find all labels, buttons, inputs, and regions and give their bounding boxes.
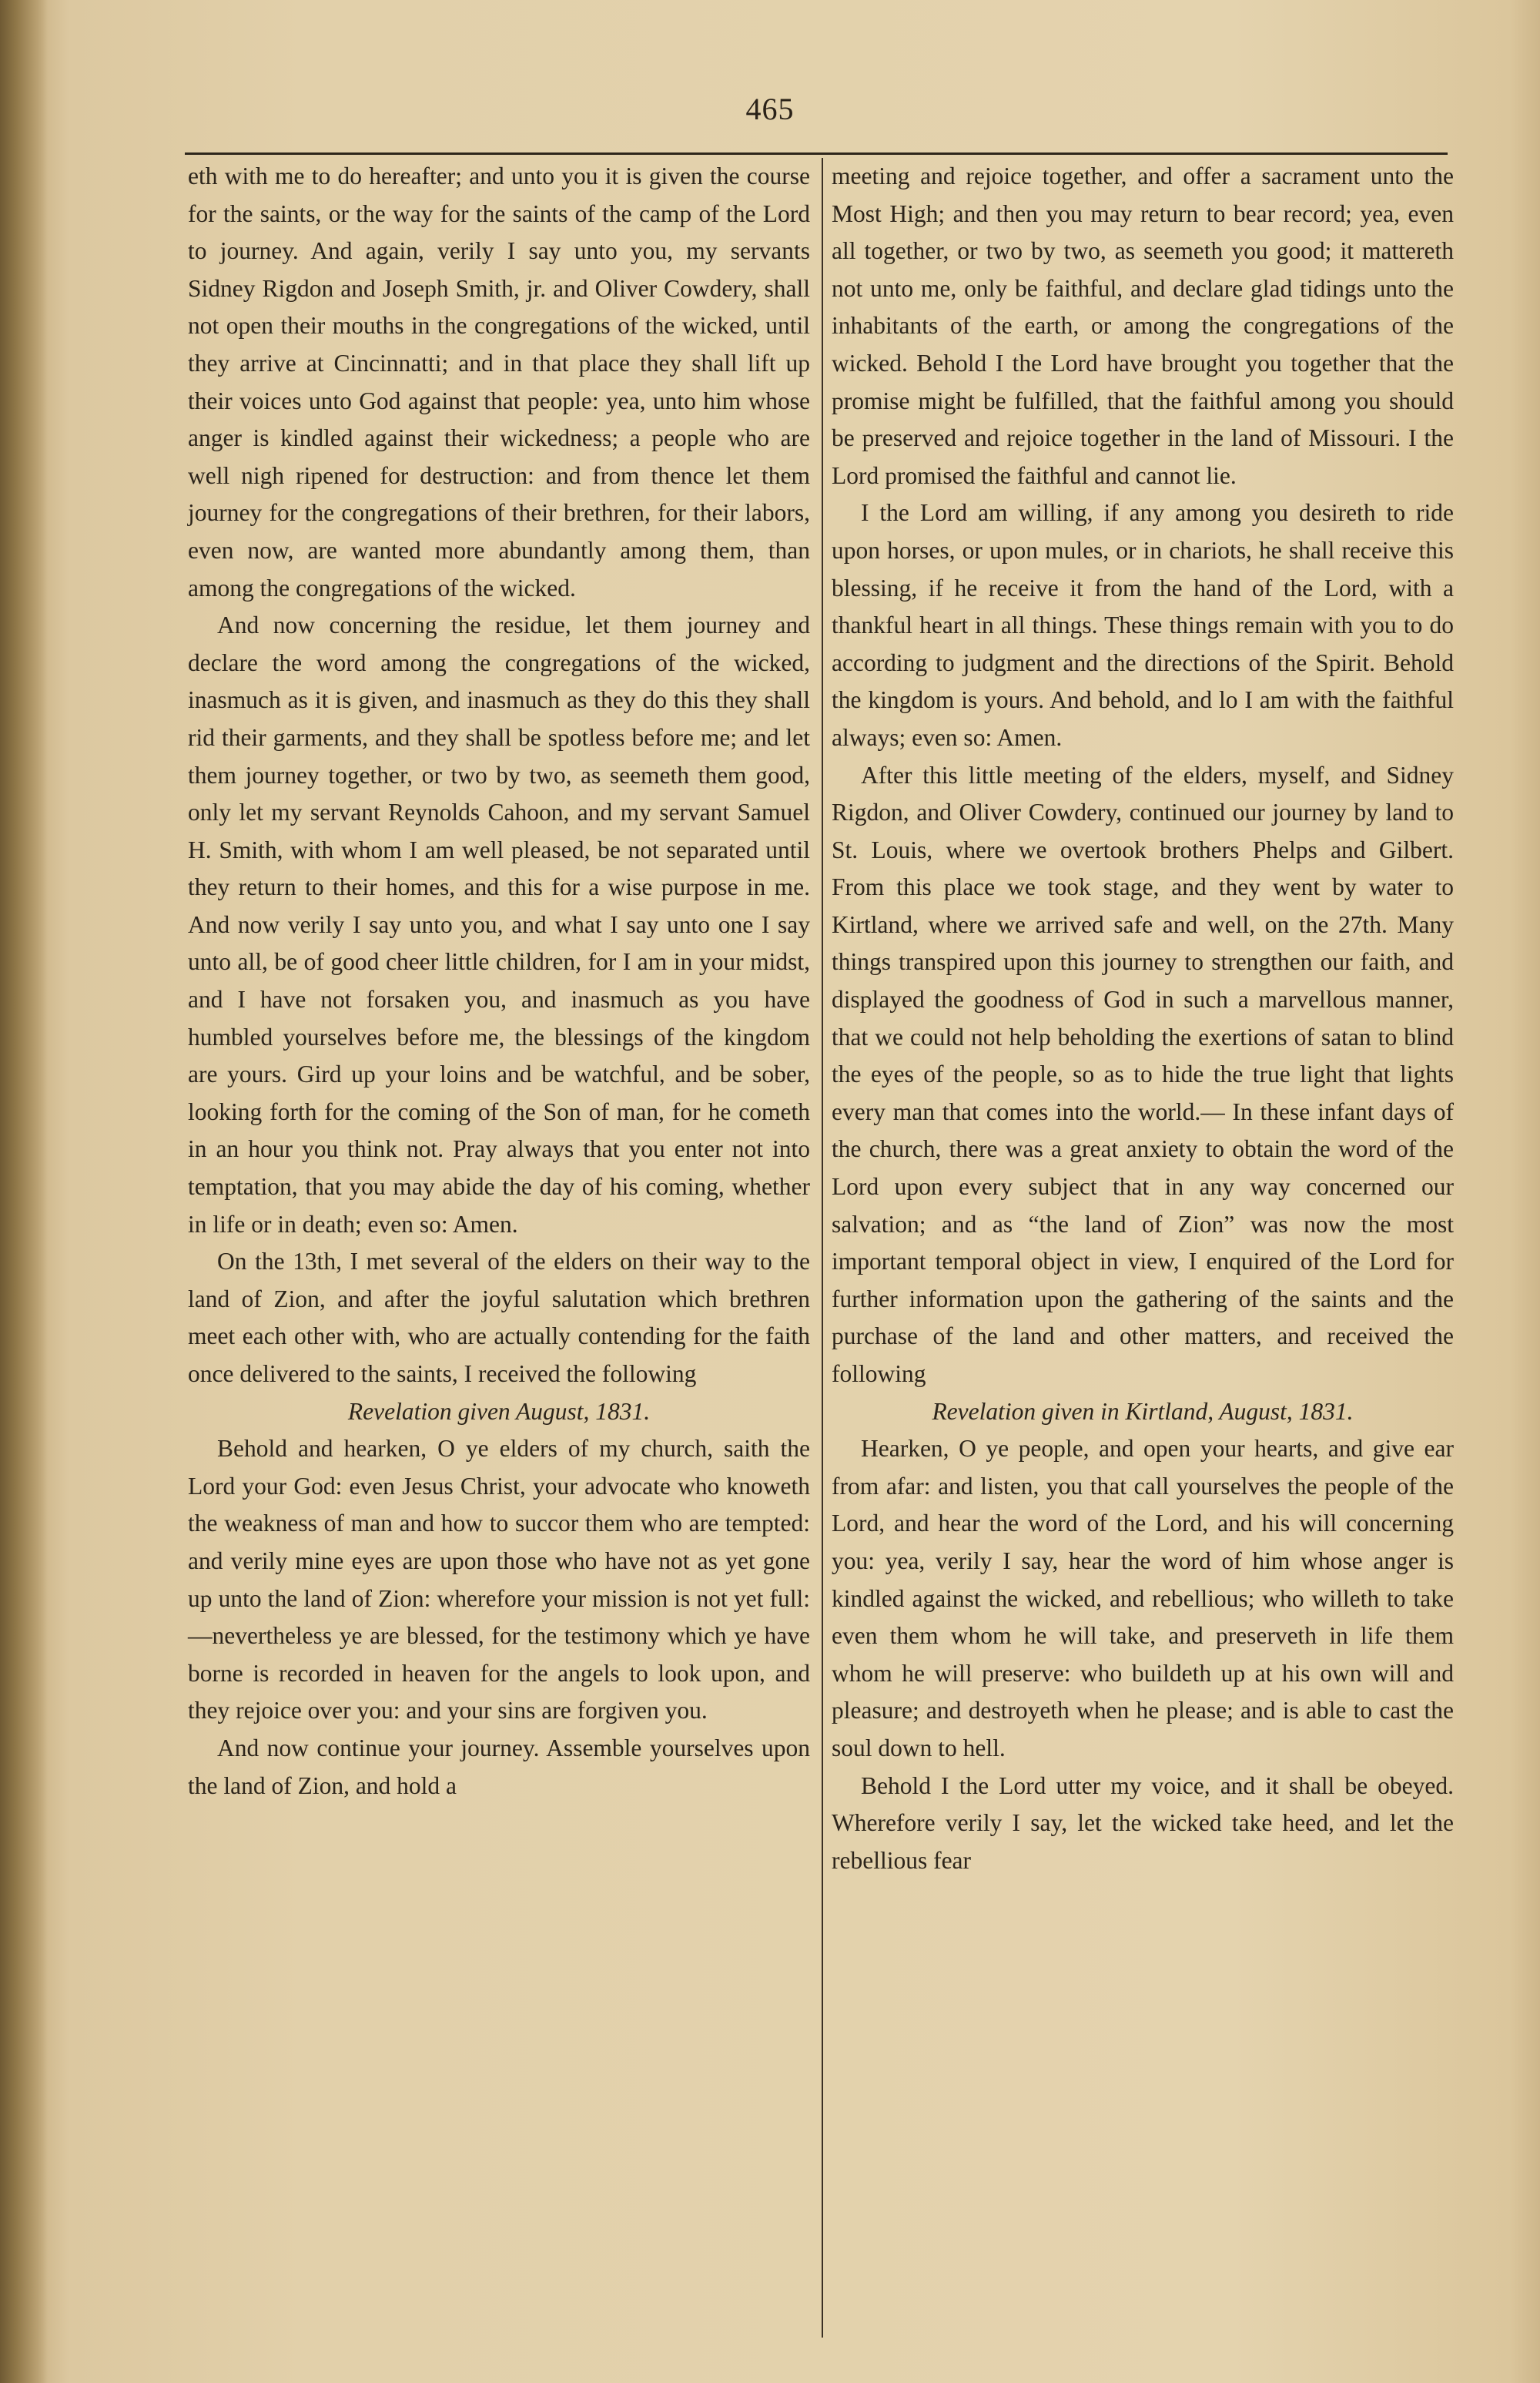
paragraph: On the 13th, I met several of the elders on their way to the land of Zion, and after the joyful salutation which brethren meet each other with, who are actually contending for the faith once delivered to the saints, I received the following (188, 1248, 810, 1387)
paragraph: And now concerning the residue, let them journey and declare the word among the congregations of the wicked, inasmuch as it is given, and inasmuch as they do this they shall rid their garments, and they shall be spotless before me; and let them journey together, or two by two, as seemeth them good, only let my servant Reynolds Cahoon, and my servant Samuel H. Smith, with whom I am well pleased, be not separated until they return to their homes, and this for a wise purpose in me. And now verily I say unto you, and what I say unto one I say unto all, be of good cheer little children, for I am in your midst, and I have not forsaken you, and inasmuch as you have humbled yourselves before me, the blessings of the kingdom are yours. Gird up your loins and be watchful, and be sober, looking forth for the coming of the Son of man, for he cometh in an hour you think not. Pray always that you enter not into temptation, that you may abide the day of his coming, whether in life or in death; even so: Amen. (188, 612, 810, 1238)
paragraph: I the Lord am willing, if any among you desireth to ride upon horses, or upon mules, or in chariots, he shall receive this blessing, if he receive it from the hand of the Lord, with a thankful heart in all things. These things remain with you to do according to judgment and the directions of the Spirit. Behold the kingdom is yours. And behold, and lo I am with the faithful always; even so: Amen. (832, 499, 1454, 751)
page-binding-edge (0, 0, 48, 2383)
header-rule (185, 152, 1448, 155)
column-divider (822, 158, 823, 2338)
revelation-heading: Revelation given in Kirtland, August, 1831. (932, 1397, 1354, 1425)
paragraph: Behold and hearken, O ye elders of my church, saith the Lord your God: even Jesus Christ, your advocate who knoweth the weakness of man and how to succor them who are tempted: and verily mine eyes are upon those who have not as yet gone up unto the land of Zion: wherefore your mission is not yet full:—nevertheless ye are blessed, for the testimony which ye have borne is recorded in heaven for the angels to look upon, and they rejoice over you: and your sins are forgiven you. (188, 1435, 810, 1724)
left-column (188, 158, 810, 1805)
page-number: 465 (745, 92, 795, 126)
paragraph: And now continue your journey. Assemble yourselves upon the land of Zion, and hold a (188, 1734, 810, 1799)
paragraph: Behold I the Lord utter my voice, and it shall be obeyed. Wherefore verily I say, let the wicked take heed, and let the rebellious fear (832, 1771, 1454, 1874)
revelation-heading: Revelation given August, 1831. (347, 1397, 651, 1425)
paragraph: eth with me to do hereafter; and unto you it is given the course for the saints, or the way for the saints of the camp of the Lord to journey. And again, verily I say unto you, my servants Sidney Rigdon and Joseph Smith, jr. and Oliver Cowdery, shall not open their mouths in the congregations of the wicked, until they arrive at Cincinnatti; and in that place they shall lift up their voices unto God against that people: yea, unto him whose anger is kindled against their wickedness; a people who are well nigh ripened for destruction: and from thence let them journey for the congregations of their brethren, for their labors, even now, are wanted more abundantly among them, than among the congregations of the wicked. (188, 163, 810, 602)
paragraph: Hearken, O ye people, and open your hearts, and give ear from afar: and listen, you that call yourselves the people of the Lord, and hear the word of the Lord, and his will concerning you: yea, verily I say, hear the word of him whose anger is kindled against the wicked, and rebellious; who willeth to take even them whom he will take, and preserveth in life them whom he will preserve: who buildeth up at his own will and pleasure; and destroyeth when he please; and is able to cast the soul down to hell. (832, 1435, 1454, 1761)
right-column (832, 158, 1454, 1879)
paragraph: After this little meeting of the elders, myself, and Sidney Rigdon, and Oliver Cowdery, continued our journey by land to St. Louis, where we overtook brothers Phelps and Gilbert. From this place we took stage, and they went by water to Kirtland, where we arrived safe and well, on the 27th. Many things transpired upon this journey to strengthen our faith, and displayed the goodness of God in such a marvellous manner, that we could not help beholding the exertions of satan to blind the eyes of the people, so as to hide the true light that lights every man that comes into the world.— In these infant days of the church, there was a great anxiety to obtain the word of the Lord upon every subject that in any way concerned our salvation; and as “the land of Zion” was now the most important temporal object in view, I enquired of the Lord for further information upon the gathering of the saints and the purchase of the land and other matters, and received the following (832, 761, 1454, 1387)
paragraph: meeting and rejoice together, and offer a sacrament unto the Most High; and then you may return to bear record; yea, even all together, or two by two, as seemeth you good; it mattereth not unto me, only be faithful, and declare glad tidings unto the inhabitants of the earth, or among the congregations of the wicked. Behold I the Lord have brought you together that the promise might be fulfilled, that the faithful among you should be preserved and rejoice together in the land of Missouri. I the Lord promised the faithful and cannot lie. (832, 163, 1454, 489)
